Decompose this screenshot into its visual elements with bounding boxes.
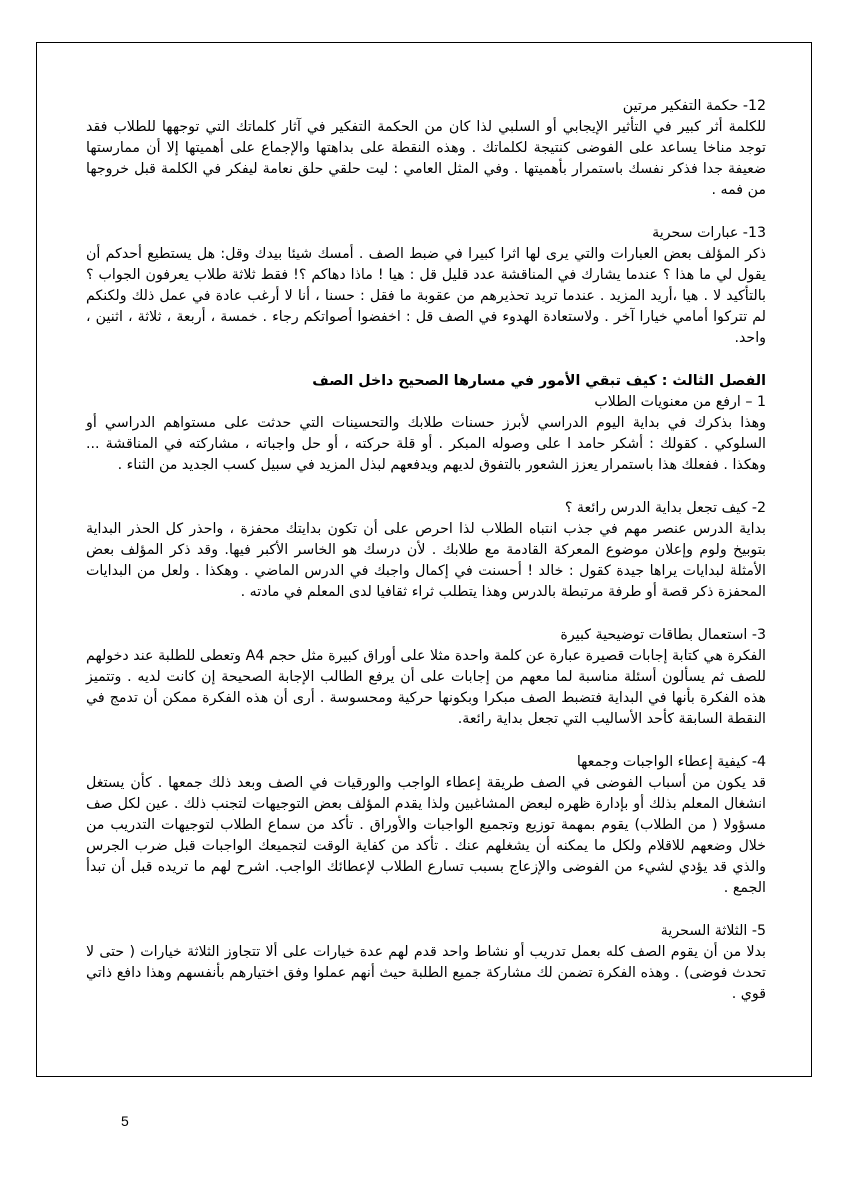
- section-heading: 4- كيفية إعطاء الواجبات وجمعها: [576, 754, 766, 770]
- section-text: الفكرة هي كتابة إجابات قصيرة عبارة عن كلمة واحدة مثلا على أوراق كبيرة مثل حجم A4 وتعطى للطلبة عند دخولهم للصف ثم يسألون أسئلة مناسبة لما معهم من إجابات على أن يرفع الطالب الإجابة الصحيحة إن كانت لديه . وتتميز هذه الفكرة بأنها في البداية فتضبط الصف مبكرا وبكونها حركية ومحسوسة . أرى أن هذه الفكرة ممكن أن تدمج في النقطة السابقة كأحد الأساليب التي تجعل بداية رائعة.: [86, 648, 766, 727]
- section-heading: 1 – ارفع من معنويات الطلاب: [594, 394, 766, 410]
- section-heading: 12- حكمة التفكير مرتين: [622, 98, 766, 114]
- section-text: بداية الدرس عنصر مهم في جذب انتباه الطلاب لذا احرص على أن تكون بدايتك محفزة ، واحذر كل الحذر البداية بتوبيخ ولوم وإعلان موضوع المعركة القادمة مع طلابك . لأن درسك هو الخاسر الأكبر فيها. وقد ذكر المؤلف بعض الأمثلة لبدايات يراها جيدة كقول : خالد ! أحسنت في إكمال واجبك في الدرس الماضي . وهكذا . ولعل من البدايات المحفزة ذكر قصة أو طرفة مرتبطة بالدرس وهذا يتطلب ثراء ثقافيا لدى المعلم في مادته .: [86, 521, 766, 600]
- section-5: [86, 921, 766, 1005]
- section-2: [86, 498, 766, 603]
- section-text: وهذا بذكرك في بداية اليوم الدراسي لأبرز حسنات طلابك والتحسينات التي حدثت على مستواهم الدراسي أو السلوكي . كقولك : أشكر حامد ا على وصوله المبكر . أو قلة حركته ، أو حل واجباته ، مشاركته في المناقشة ... وهكذا . ففعلك هذا باستمرار يعزز الشعور بالتفوق لديهم ويدفعهم لبذل المزيد في سبيل كسب الجديد من الثناء .: [86, 415, 766, 473]
- section-12: [86, 96, 766, 201]
- section-text: ذكر المؤلف بعض العبارات والتي يرى لها اثرا كبيرا في ضبط الصف . أمسك شيئا بيدك وقل: هل يستطيع أحدكم أن يقول لي ما هذا ؟ عندما يشارك في المناقشة عدد قليل قل : هيا ! ماذا دهاكم ؟! فقط ثلاثة طلاب يعرفون الجواب ؟ بالتأكيد لا . هيا ،أريد المزيد . عندما تريد تحذيرهم من عقوبة ما فقل : حسنا ، أنا لا أرغب عادة في عمل ذلك ولكنكم لم تتركوا أمامي خيارا آخر . ولاستعادة الهدوء في الصف قل : اخفضوا أصواتكم رجاء . خمسة ، أربعة ، ثلاثة ، اثنين ، واحد.: [86, 246, 766, 346]
- section-text: للكلمة أثر كبير في التأثير الإيجابي أو السلبي لذا كان من الحكمة التفكير في آثار كلماتك التي توجهها للطلاب فقد توجد مناخا يساعد على الفوضى كنتيجة لكلماتك . وهذه النقطة على بداهتها والإجماع على أهميتها إلا أن ممارستها ضعيفة جدا فذكر نفسك باستمرار بأهميتها . وفي المثل العامي : ليت حلقي حلق نعامة ليفكر في الكلمة قبل خروجها من فمه .: [86, 119, 766, 198]
- section-4: [86, 752, 766, 899]
- page-number: 5: [121, 1113, 129, 1129]
- section-heading: 5- الثلاثة السحرية: [660, 923, 766, 939]
- section-text: قد يكون من أسباب الفوضى في الصف طريقة إعطاء الواجب والورقيات في الصف وبعد ذلك جمعها . كأن يستغل انشغال المعلم بذلك أو بإدارة ظهره لبعض المشاغبين ولذا يقدم المؤلف بعض التوجيهات لتجنب ذلك . عين لكل صف مسؤولا ( من الطلاب) يقوم بمهمة توزيع وتجميع الواجبات والأوراق . تأكد من سماع الطلاب لتوجيهات التدريب من خلال وضعهم للاقلام ولكل ما يمكنه أن يشغلهم عنك . تأكد من كفاية الوقت لتجميعك الواجبات قبل ضرب الجرس والذي قد يؤدي لشيء من الفوضى والإزعاج بسبب تسارع الطلاب لإعطائك الواجب. اشرح لهم ما تريده قبل أن تبدأ الجمع .: [86, 775, 766, 896]
- section-3: [86, 625, 766, 730]
- section-heading: 2- كيف تجعل بداية الدرس رائعة ؟: [564, 500, 766, 516]
- document-body: [86, 96, 766, 1027]
- section-text: بدلا من أن يقوم الصف كله بعمل تدريب أو نشاط واحد قدم لهم عدة خيارات على ألا تتجاوز الثلاثة خيارات ( حتى لا تحدث فوضى) . وهذه الفكرة تضمن لك مشاركة جميع الطلبة حيث أنهم عملوا وفق اختيارهم بأنفسهم وهذا دافع ذاتي قوي .: [86, 944, 766, 1002]
- chapter-title: الفصل الثالث : كيف تبقي الأمور في مسارها الصحيح داخل الصف: [312, 373, 766, 389]
- section-1: [86, 392, 766, 476]
- section-13: [86, 223, 766, 349]
- section-heading: 13- عبارات سحرية: [652, 225, 766, 241]
- section-heading: 3- استعمال بطاقات توضيحية كبيرة: [560, 627, 766, 643]
